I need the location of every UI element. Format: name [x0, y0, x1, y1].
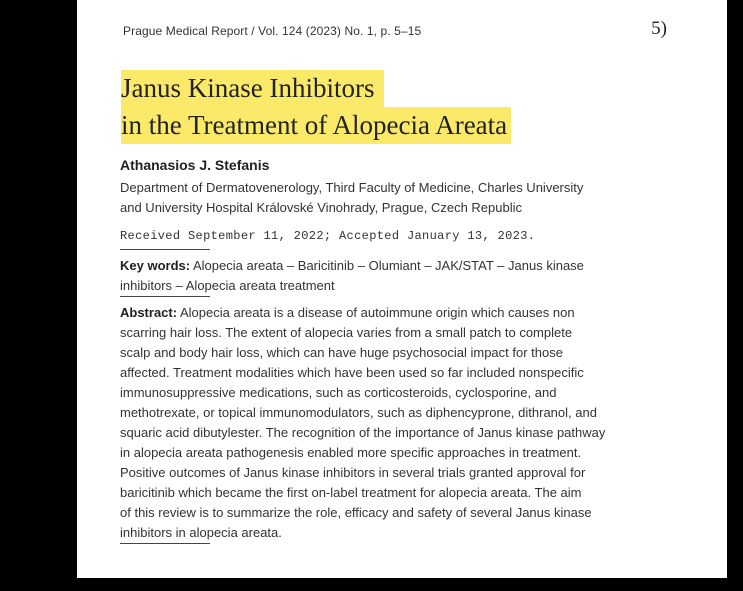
title-line-2: in the Treatment of Alopecia Areata — [121, 107, 511, 144]
abstract — [120, 303, 670, 543]
abstract-label: Abstract: — [120, 305, 178, 320]
affiliation-line-1: Department of Dermatovenerology, Third Faculty of Medicine, Charles University — [120, 180, 584, 195]
abstract-line: inhibitors in alopecia areata. — [120, 525, 282, 540]
divider-rule — [120, 543, 210, 544]
abstract-line: immunosuppressive medications, such as corticosteroids, cyclosporine, and — [120, 385, 557, 400]
page-number: 5) — [651, 18, 667, 39]
received-dates: Received September 11, 2022; Accepted January 13, 2023. — [120, 229, 536, 243]
article-title — [121, 70, 511, 144]
keywords-line-2: inhibitors – Alopecia areata treatment — [120, 278, 335, 293]
title-line-1: Janus Kinase Inhibitors — [121, 70, 384, 107]
abstract-line: scarring hair loss. The extent of alopecia varies from a small patch to complete — [120, 325, 573, 340]
keywords-label: Key words: — [120, 258, 191, 273]
affiliation — [120, 178, 680, 218]
abstract-line: Positive outcomes of Janus kinase inhibitors in several trials granted approval for — [120, 465, 586, 480]
keywords-line-1: Alopecia areata – Baricitinib – Olumiant – JAK/STAT – Janus kinase — [192, 258, 584, 273]
abstract-line: in alopecia areata pathogenesis enabled more specific approaches in treatment. — [120, 445, 582, 460]
abstract-line: affected. Treatment modalities which have been used so far included nonspecific — [120, 365, 584, 380]
keywords — [120, 256, 660, 296]
divider-rule — [120, 296, 210, 297]
author-name: Athanasios J. Stefanis — [120, 157, 270, 173]
abstract-line: of this review is to summarize the role, efficacy and safety of several Janus kinase — [120, 505, 592, 520]
abstract-line: baricitinib which became the first on-label treatment for alopecia areata. The aim — [120, 485, 582, 500]
divider-rule — [120, 249, 210, 250]
abstract-line: scalp and body hair loss, which can have huge psychosocial impact for those — [120, 345, 563, 360]
paper-page — [77, 0, 727, 578]
abstract-line: methotrexate, or topical immunomodulators, such as diphencyprone, dithranol, and — [120, 405, 597, 420]
affiliation-line-2: and University Hospital Královské Vinohrady, Prague, Czech Republic — [120, 200, 522, 215]
abstract-line: squaric acid dibutylester. The recognition of the importance of Janus kinase pathway — [120, 425, 606, 440]
journal-citation: Prague Medical Report / Vol. 124 (2023) No. 1, p. 5–15 — [123, 24, 422, 38]
abstract-line: Alopecia areata is a disease of autoimmune origin which causes non — [179, 305, 575, 320]
